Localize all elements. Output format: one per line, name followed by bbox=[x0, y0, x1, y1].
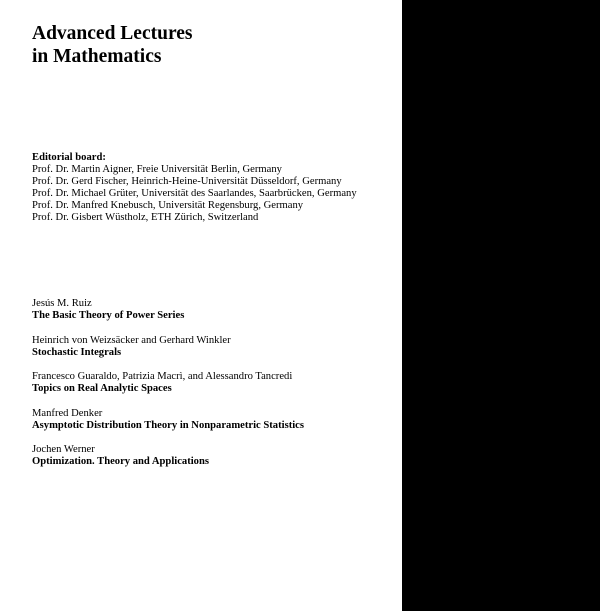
book-authors: Heinrich von Weizsäcker and Gerhard Winkler bbox=[32, 334, 231, 346]
editorial-board bbox=[32, 152, 357, 224]
book-entry bbox=[32, 408, 304, 432]
book-title: Optimization. Theory and Applications bbox=[32, 456, 209, 468]
board-member: Prof. Dr. Manfred Knebusch, Universität Regensburg, Germany bbox=[32, 200, 304, 211]
book-entry bbox=[32, 335, 304, 359]
black-side-panel bbox=[402, 0, 600, 611]
book-authors: Francesco Guaraldo, Patrizia Macrì, and Alessandro Tancredi bbox=[32, 371, 293, 383]
series-title bbox=[32, 22, 193, 68]
book-title: The Basic Theory of Power Series bbox=[32, 310, 185, 321]
book-authors: Jochen Werner bbox=[32, 444, 95, 456]
book-authors: Manfred Denker bbox=[32, 407, 103, 419]
board-member: Prof. Dr. Gerd Fischer, Heinrich-Heine-Universität Düsseldorf, Germany bbox=[32, 176, 342, 187]
book-title: Topics on Real Analytic Spaces bbox=[32, 383, 172, 395]
board-member: Prof. Dr. Gisbert Wüstholz, ETH Zürich, Switzerland bbox=[32, 212, 259, 223]
book-entry bbox=[32, 371, 304, 395]
book-title: Stochastic Integrals bbox=[32, 346, 122, 358]
board-member: Prof. Dr. Martin Aigner, Freie Universität Berlin, Germany bbox=[32, 164, 282, 175]
book-authors: Jesús M. Ruiz bbox=[32, 298, 92, 309]
book-entry bbox=[32, 444, 304, 468]
book-entry bbox=[32, 298, 304, 322]
series-title-line-2: in Mathematics bbox=[32, 46, 162, 67]
book-list bbox=[32, 298, 304, 481]
series-title-line-1: Advanced Lectures bbox=[32, 23, 193, 44]
board-member: Prof. Dr. Michael Grüter, Universität des Saarlandes, Saarbrücken, Germany bbox=[32, 188, 357, 199]
editorial-board-heading: Editorial board: bbox=[32, 152, 106, 163]
book-title: Asymptotic Distribution Theory in Nonparametric Statistics bbox=[32, 419, 304, 431]
